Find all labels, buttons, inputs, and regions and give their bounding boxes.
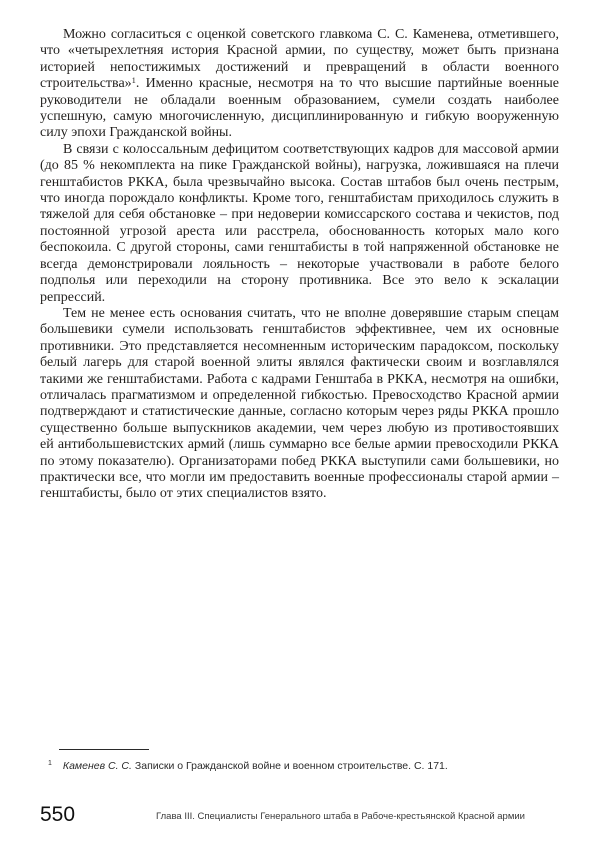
paragraph-2: В связи с колоссальным дефицитом соответствующих кадров для массовой армии (до 85 % некомплекта на пике Гражданской войны), нагрузка, ложившаяся на плечи генштабистов РККА, была чрезвычайно высока. Состав штабов был очень пестрым, что иногда порождало конфликты. Кроме того, генштабистам приходилось служить в тяжелой для себя обстановке – при недоверии комиссарского состава и чекистов, под постоянной угрозой ареста или расстрела, обоснованность которых мало кого беспокоила. С другой стороны, сами генштабисты в той напряженной обстановке не всегда демонстрировали лояльность – некоторые участвовали в работе белого подполья или переходили на сторону противника. Все это вело к эскалации репрессий. <box>40 141 559 305</box>
paragraph-1-text: Можно согласиться с оценкой советского главкома С. С. Каменева, отметившего, что «четырехлетняя история Красной армии, по существу, может быть признана историей непостижимых достижений и превращений в области военного строительства» <box>40 27 559 92</box>
footnote-marker: 1 <box>48 760 52 767</box>
footnote-text: Записки о Гражданской войне и военном строительстве. С. 171. <box>134 760 448 772</box>
footnote <box>40 750 559 773</box>
footnote-author: Каменев С. С. <box>62 760 132 772</box>
paragraph-1 <box>40 27 559 142</box>
footnote-area <box>40 749 559 773</box>
running-title: Глава III. Специалисты Генерального штаба в Рабоче-крестьянской Красной армии <box>156 811 525 822</box>
body-text <box>40 27 559 503</box>
page-number: 550 <box>40 803 76 826</box>
paragraph-1-continuation: . Именно красные, несмотря на то что высшие партийные военные руководители не обладали военным образованием, сумели создать наиболее успешную, самую многочисленную, дисциплинированную и гибкую вооруженную силу эпохи Гражданской войны. <box>40 76 559 141</box>
footnote-reference-mark: 1 <box>131 75 136 86</box>
paragraph-3: Тем не менее есть основания считать, что не вполне доверявшие старым спецам большевики сумели использовать генштабистов эффективнее, чем их основные противники. Это представляется несомненным историческим парадоксом, поскольку белый лагерь для старой военной элиты являлся фактически своим и возглавлялся такими же генштабистами. Работа с кадрами Генштаба в РККА, несмотря на ошибки, отличалась прагматизмом и определенной гибкостью. Превосходство Красной армии подтверждают и статистические данные, согласно которым через ряды РККА прошло существенно больше выпускников академии, чем через любую из противостоявших ей антибольшевистских армий (лишь суммарно все белые армии превосходили РККА по этому показателю). Организаторами побед РККА выступили сами большевики, но практически все, что могли им предоставить военные профессионалы старой армии – генштабисты, было от этих специалистов взято. <box>40 305 559 502</box>
